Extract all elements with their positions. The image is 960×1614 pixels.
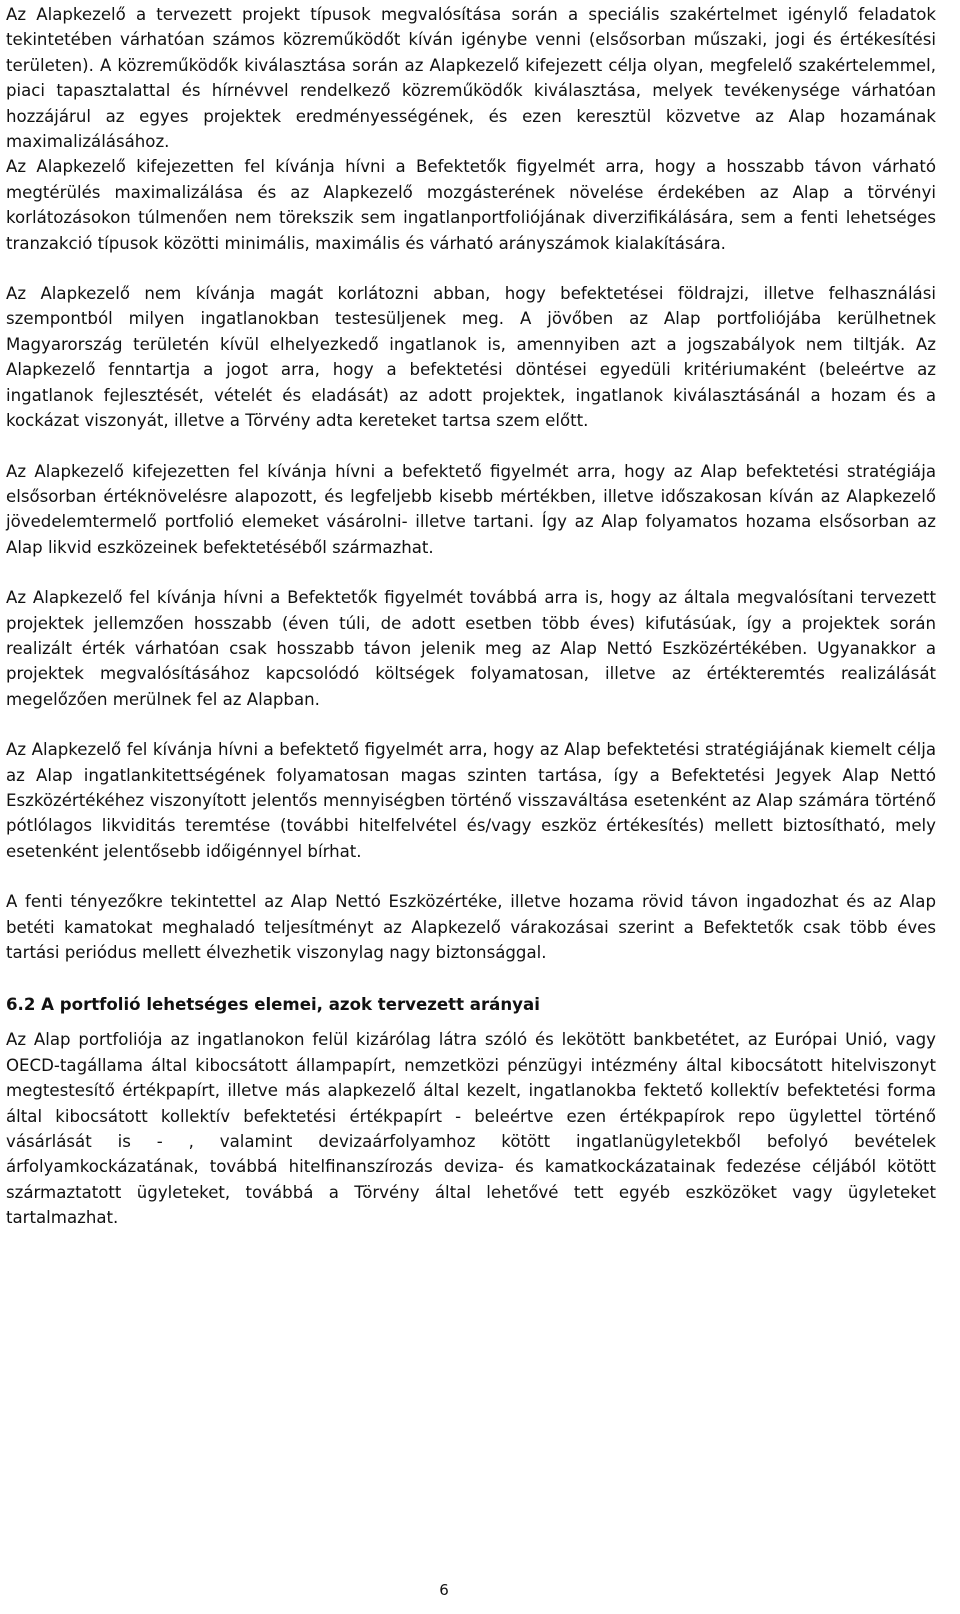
page-number: 6	[439, 1581, 449, 1599]
paragraph-strategy: Az Alapkezelő kifejezetten fel kívánja hívni a befektető figyelmét arra, hogy az Alap befektetési stratégiája elsősorban értéknövelésre alapozott, és legfeljebb kisebb mértékben, illetve időszakosan kíván az Alapkezelő jövedelemtermelő portfolió elemeket vásárolni- illetve tartani. Így az Alap folyamatos hozama elsősorban az Alap likvid eszközeinek befektetéséből származhat.	[6, 461, 936, 557]
paragraph-geography: Az Alapkezelő nem kívánja magát korlátozni abban, hogy befektetései földrajzi, illetve felhasználási szempontból milyen ingatlanokban testesüljenek meg. A jövőben az Alap portfoliójába kerülhetnek Magyarország területén kívül elhelyezkedő ingatlanok is, amennyiben azt a jogszabályok nem tiltják. Az Alapkezelő fenntartja a jogot arra, hogy a befektetési döntései egyedüli kritériumaként (beleértve az ingatlanok fejlesztését, vételét és eladását) az adott projektek, ingatlanok kiválasztásánál a hozam és a kockázat viszonyát, illetve a Törvény adta kereteket tartsa szem előtt.	[6, 284, 936, 431]
paragraph-volatility: A fenti tényezőkre tekintettel az Alap Nettó Eszközértéke, illetve hozama rövid távon ingadozhat és az Alap betéti kamatokat meghaladó teljesítményt az Alapkezelő várakozásai szerint a Befektetők csak több éves tartási periódus mellett élvezhetik viszonylag nagy biztonsággal.	[6, 892, 936, 962]
paragraph-diversification: Az Alapkezelő kifejezetten fel kívánja hívni a Befektetők figyelmét arra, hogy a hosszabb távon várható megtérülés maximalizálása és az Alapkezelő mozgásterének növelése érdekében az Alap a törvényi korlátozásokon túlmenően nem törekszik sem ingatlanportfoliójának diverzifikálására, sem a fenti lehetséges tranzakció típusok közötti minimális, maximális és várható arányszámok kialakítására.	[6, 157, 936, 253]
paragraph-portfolio-elements: Az Alap portfoliója az ingatlanokon felül kizárólag látra szóló és lekötött bankbetétet, az Európai Unió, vagy OECD-tagállama által kibocsátott állampapírt, nemzetközi pénzügyi intézmény által kibocsátott hitelviszonyt megtestesítő értékpapírt, illetve más alapkezelő által kezelt, ingatlanokba fektető kollektív befektetési forma által kibocsátott kollektív befektetési értékpapírt - beleértve ezen értékpapírok repo ügylettel történő vásárlását is - , valamint devizaárfolyamhoz kötött ingatlanügyletekből befolyó bevételek árfolyamkockázatának, továbbá hitelfinanszírozás deviza- és kamatkockázatainak fedezése céljából kötött származtatott ügyleteket, továbbá a Törvény által lehetővé tett egyéb eszközöket vagy ügyleteket tartalmazhat.	[6, 1030, 936, 1228]
paragraph-contractors: Az Alapkezelő a tervezett projekt típusok megvalósítása során a speciális szakértelmet igénylő feladatok tekintetében várhatóan számos közreműködőt kíván igénybe venni (elsősorban műszaki, jogi és értékesítési területen). A közreműködők kiválasztása során az Alapkezelő kifejezett célja olyan, megfelelő szakértelemmel, piaci tapasztalattal és hírnévvel rendelkező közreműködők kiválasztása, melyek tevékenysége várhatóan hozzájárul az egyes projektek eredményességének, és ezen keresztül közvetve az Alap hozamának maximalizálásához.	[6, 5, 936, 152]
paragraph-project-duration: Az Alapkezelő fel kívánja hívni a Befektetők figyelmét továbbá arra is, hogy az általa megvalósítani tervezett projektek jellemzően hosszabb (éven túli, de adott esetben több éves) kifutásúak, így a projektek során realizált érték várhatóan csak hosszabb távon jelenik meg az Alap Nettó Eszközértékében. Ugyanakkor a projektek megvalósításához kapcsolódó költségek folyamatosan, illetve az értékteremtés realizálását megelőzően merülnek fel az Alapban.	[6, 588, 936, 709]
section-heading: 6.2 A portfolió lehetséges elemei, azok tervezett arányai	[6, 995, 540, 1015]
paragraph-liquidity: Az Alapkezelő fel kívánja hívni a befektető figyelmét arra, hogy az Alap befektetési stratégiájának kiemelt célja az Alap ingatlankitettségének folyamatosan magas szinten tartása, így a Befektetési Jegyek Alap Nettó Eszközértékéhez viszonyított jelentős mennyiségben történő visszaváltása esetenként az Alap számára történő pótlólagos likviditás teremtése (további hitelfelvétel és/vagy eszköz értékesítés) mellett biztosítható, mely esetenként jelentősebb időigénnyel bírhat.	[6, 740, 936, 861]
